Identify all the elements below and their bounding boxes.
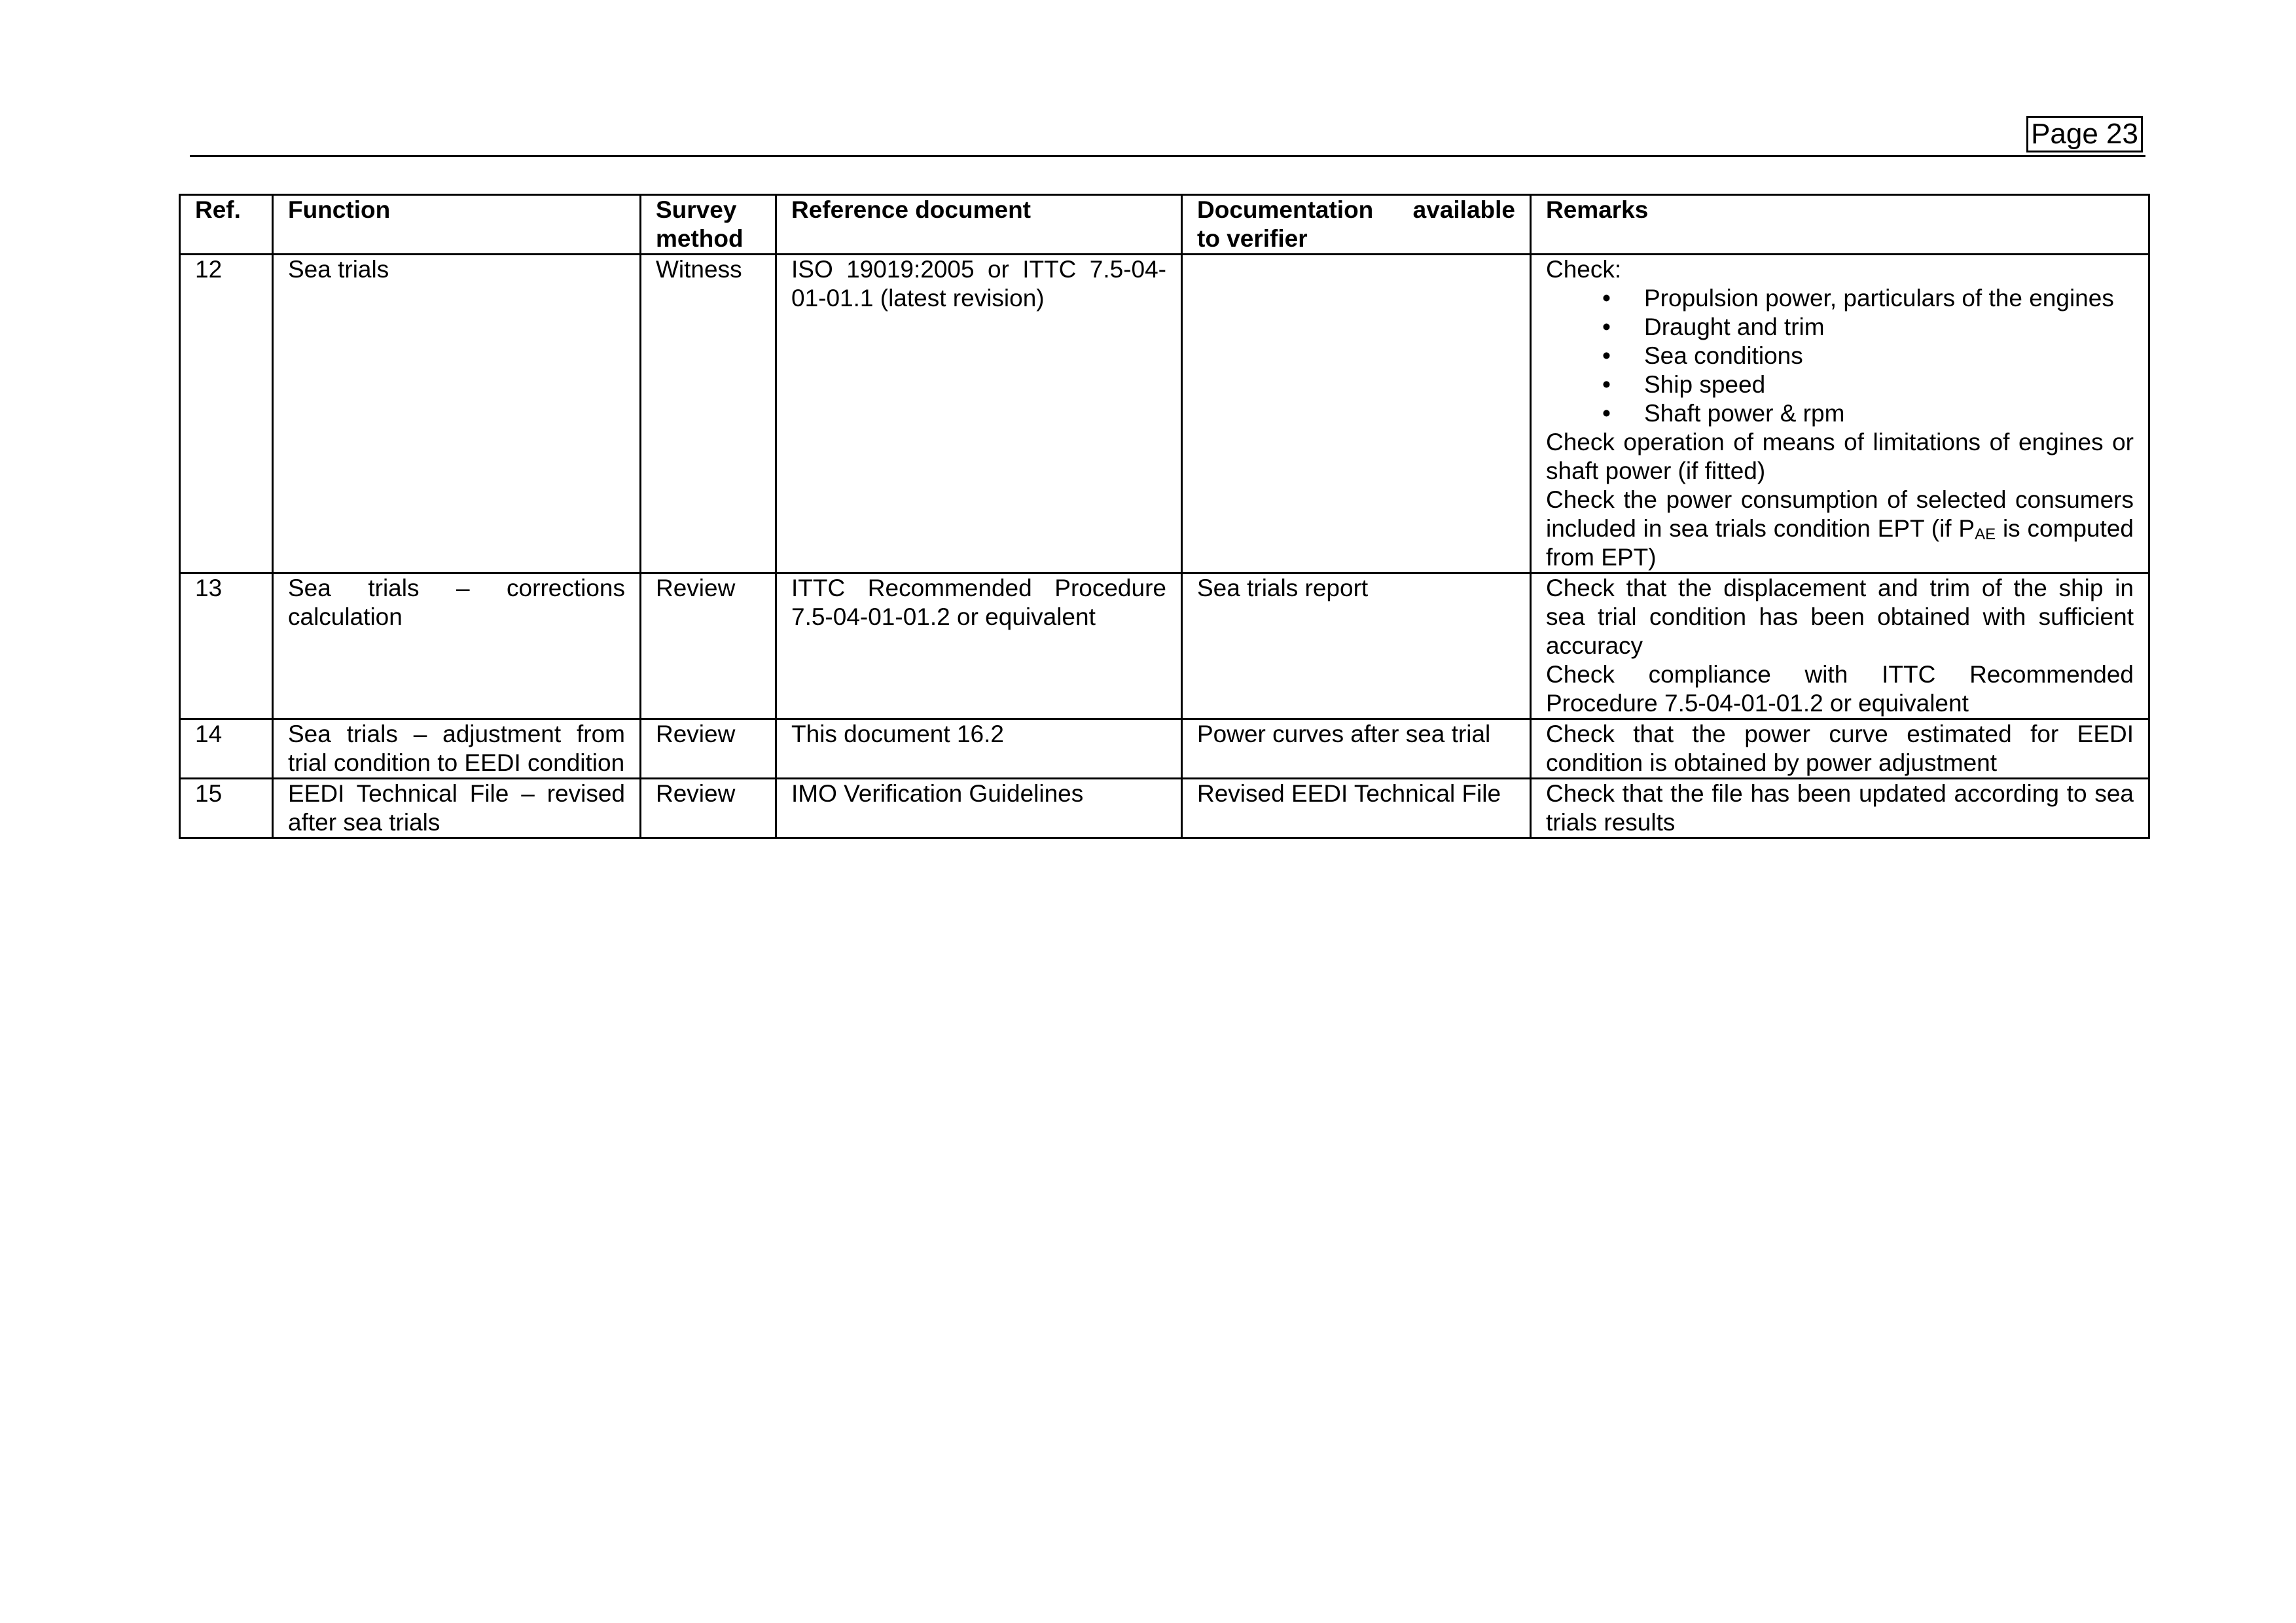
row-14-reference-document: This document 16.2 <box>776 719 1182 779</box>
row-12-function: Sea trials <box>273 255 641 573</box>
row-13-remarks <box>1531 573 2149 719</box>
table-row <box>180 255 2149 573</box>
row-15-function: EEDI Technical File – revised after sea trials <box>273 779 641 838</box>
row-13-documentation: Sea trials report <box>1182 573 1531 719</box>
row-13-function: Sea trials – corrections calculation <box>273 573 641 719</box>
row-13-survey-method: Review <box>641 573 776 719</box>
row-14-documentation: Power curves after sea trial <box>1182 719 1531 779</box>
header-survey-method: Survey method <box>641 195 776 255</box>
row-12-reference-document: ISO 19019:2005 or ITTC 7.5-04-01-01.1 (latest revision) <box>776 255 1182 573</box>
row-13-remarks-compliance: Check compliance with ITTC Recommended Procedure 7.5-04-01-01.2 or equivalent <box>1546 661 2134 717</box>
row-15-ref: 15 <box>180 779 273 838</box>
row-13-remarks-displacement: Check that the displacement and trim of the ship in sea trial condition has been obtained with sufficient accuracy <box>1546 575 2134 659</box>
list-item: • Ship speed <box>1644 370 2134 399</box>
row-12-remarks <box>1531 255 2149 573</box>
verification-table <box>179 194 2150 839</box>
header-remarks: Remarks <box>1531 195 2149 255</box>
header-documentation <box>1182 195 1531 255</box>
row-15-documentation: Revised EEDI Technical File <box>1182 779 1531 838</box>
header-documentation-line2: to verifier <box>1197 225 1308 252</box>
row-12-remarks-power-consumption <box>1546 486 2134 572</box>
row-12-survey-method: Witness <box>641 255 776 573</box>
row-13-reference-document: ITTC Recommended Procedure 7.5-04-01-01.2 or equivalent <box>776 573 1182 719</box>
row-12-remarks-list <box>1546 284 2134 428</box>
list-item: • Sea conditions <box>1644 342 2134 370</box>
header-function: Function <box>273 195 641 255</box>
page-header <box>190 115 2145 157</box>
header-reference-document: Reference document <box>776 195 1182 255</box>
table-row <box>180 719 2149 779</box>
row-14-function: Sea trials – adjustment from trial condition to EEDI condition <box>273 719 641 779</box>
table-header-row <box>180 195 2149 255</box>
header-documentation-line1: Documentation available <box>1197 196 1515 223</box>
list-item: • Propulsion power, particulars of the engines <box>1644 284 2134 313</box>
row-14-survey-method: Review <box>641 719 776 779</box>
row-12-remarks-power-text-b: is computed from EPT) <box>1546 515 2134 571</box>
row-12-documentation <box>1182 255 1531 573</box>
page-number: Page 23 <box>2026 116 2143 152</box>
row-12-remarks-power-text-a: Check the power consumption of selected consumers included in sea trials condition EPT (if P <box>1546 486 2134 542</box>
row-15-remarks: Check that the file has been updated according to sea trials results <box>1531 779 2149 838</box>
table-row <box>180 779 2149 838</box>
row-14-remarks: Check that the power curve estimated for EEDI condition is obtained by power adjustment <box>1531 719 2149 779</box>
row-12-remarks-limitations: Check operation of means of limitations of engines or shaft power (if fitted) <box>1546 429 2134 484</box>
list-item: • Draught and trim <box>1644 313 2134 342</box>
row-12-ref: 12 <box>180 255 273 573</box>
row-12-remarks-intro: Check: <box>1546 256 1622 283</box>
table-row <box>180 573 2149 719</box>
list-item: • Shaft power & rpm <box>1644 399 2134 428</box>
row-12-remarks-power-subscript: AE <box>1975 526 1996 543</box>
header-ref: Ref. <box>180 195 273 255</box>
row-13-ref: 13 <box>180 573 273 719</box>
row-15-reference-document: IMO Verification Guidelines <box>776 779 1182 838</box>
row-14-ref: 14 <box>180 719 273 779</box>
row-15-survey-method: Review <box>641 779 776 838</box>
